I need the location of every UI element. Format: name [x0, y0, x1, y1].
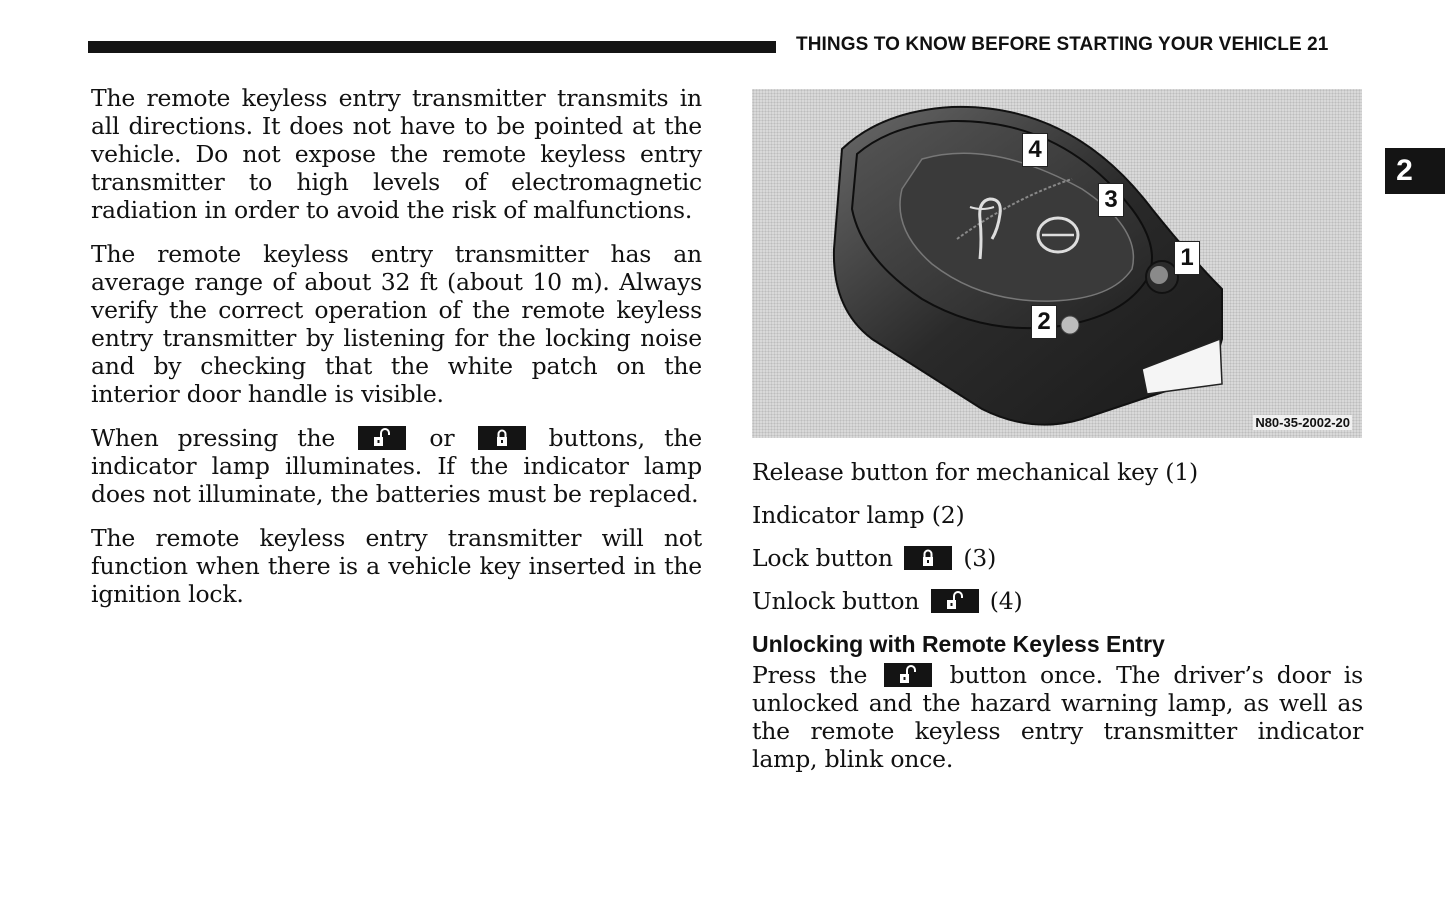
callout-2: 2	[1031, 305, 1057, 339]
text-fragment: or	[429, 424, 455, 452]
left-column	[91, 84, 702, 624]
unlock-icon	[931, 589, 979, 613]
caption-release-button: Release button for mechanical key (1)	[752, 458, 1198, 486]
lock-icon	[478, 426, 526, 450]
text-fragment: When pressing the	[91, 424, 336, 452]
key-fob-illustration	[752, 89, 1362, 438]
header-rule	[88, 41, 776, 53]
text-fragment: buttons, the indicator lamp illuminates. If the indicator lamp does not illuminate, the batteries must be replaced.	[91, 424, 702, 508]
callout-4: 4	[1022, 133, 1048, 167]
right-column	[752, 458, 1363, 789]
text-fragment: (4)	[989, 587, 1023, 615]
page-header-title: THINGS TO KNOW BEFORE STARTING YOUR VEHICLE 21	[796, 34, 1329, 55]
callout-3: 3	[1098, 183, 1124, 217]
key-fob-figure	[752, 89, 1362, 438]
figure-code: N80-35-2002-20	[1255, 415, 1350, 430]
text-fragment: Unlock button	[752, 587, 920, 615]
paragraph-indicator-lamp	[91, 424, 702, 508]
lock-icon	[904, 546, 952, 570]
text-fragment: Lock button	[752, 544, 893, 572]
section-heading: Unlocking with Remote Keyless Entry	[752, 631, 1165, 657]
chapter-tab: 2	[1385, 148, 1445, 194]
paragraph-range: The remote keyless entry transmitter has an average range of about 32 ft (about 10 m). Always verify the correct operation of the remote keyless entry transmitter by listening for the locking noise and by checking that the white patch on the interior door handle is visible.	[91, 240, 702, 408]
caption-lock-button	[752, 544, 1363, 572]
paragraph-unlocking	[752, 661, 1363, 773]
paragraph-ignition-note: The remote keyless entry transmitter will not function when there is a vehicle key inserted in the ignition lock.	[91, 524, 702, 608]
text-fragment: button once. The driver’s door is unlocked and the hazard warning lamp, as well as the remote keyless entry transmitter indicator lamp, blink once.	[752, 661, 1363, 773]
callout-1: 1	[1174, 241, 1200, 275]
text-fragment: Press the	[752, 661, 868, 689]
unlock-icon	[358, 426, 406, 450]
unlock-icon	[884, 663, 932, 687]
text-fragment: (3)	[963, 544, 997, 572]
paragraph-transmit-directions: The remote keyless entry transmitter transmits in all directions. It does not have to be pointed at the vehicle. Do not expose the remote keyless entry transmitter to high levels of electromagnetic radiation in order to avoid the risk of malfunctions.	[91, 84, 702, 224]
caption-indicator-lamp: Indicator lamp (2)	[752, 501, 965, 529]
caption-unlock-button	[752, 587, 1363, 615]
